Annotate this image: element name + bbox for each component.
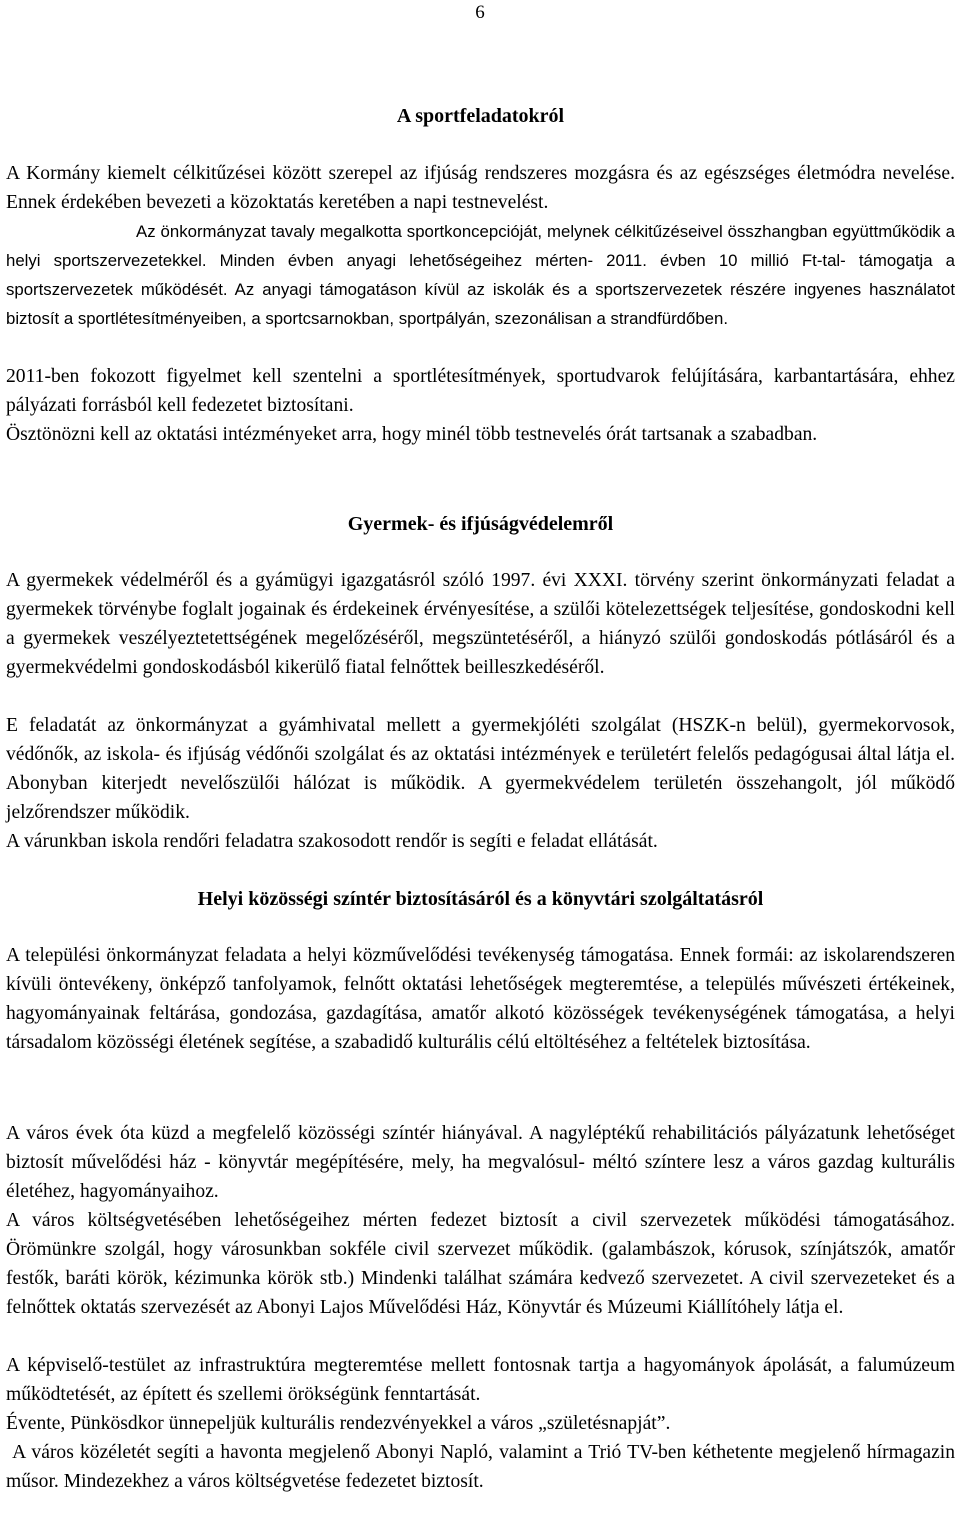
paragraph-child-services: E feladatát az önkormányzat a gyámhivatal mellett a gyermekjóléti szolgálat (HSZK-n belül), gyermekorvosok, védőnők, az iskola- és ifjúság védőnői szolgálat és az oktatási intézmények e területért felelős pedagógusai által látja el. Abonyban kiterjedt nevelőszülői hálózat is működik. A gyermekvédelem területén összehangolt, jól működő jelzőrendszer működik.	[6, 715, 955, 823]
paragraph-community-venue: A város évek óta küzd a megfelelő közösségi színtér hiányával. A nagyléptékű rehabilitációs pályázatunk lehetőséget biztosít művelődési ház - könyvtár megépítésére, mely, ha megvalósul- méltó színtere lesz a város gazdag kulturális életéhez, hagyományaihoz.	[6, 1123, 955, 1202]
paragraph-community-heritage: A képviselő-testület az infrastruktúra megteremtése mellett fontosnak tartja a hagyományok ápolását, a falumúzeum működtetését, az épített és szellemi örökségünk fenntartását.	[6, 1355, 955, 1405]
paragraph-sport-renovation: 2011-ben fokozott figyelmet kell szentelni a sportlétesítmények, sportudvarok felújítására, karbantartására, ehhez pályázati forrásból kell fedezetet biztosítani.	[6, 366, 955, 416]
page-number: 6	[475, 2, 485, 23]
paragraph-sport-intro: A Kormány kiemelt célkitűzései között szerepel az ifjúság rendszeres mozgásra és az egészséges életmódra nevelése. Ennek érdekében bevezeti a közoktatás keretében a napi testnevelést.	[6, 163, 955, 213]
paragraph-community-pentecost: Évente, Pünkösdkor ünnepeljük kulturális rendezvényekkel a város „születésnapját”.	[6, 1413, 671, 1434]
paragraph-community-tasks: A települési önkormányzat feladata a helyi közművelődési tevékenység támogatása. Ennek formái: az iskolarendszeren kívüli öntevékeny, önképző tanfolyamok, felnőtt oktatási lehetőségek megteremtése, a település művészeti értékeinek, hagyományainak feltárása, gondozása, gazdagítása, amatőr alkotó közösségek tevékenységének támogatása, a helyi társadalom közösségi életének segítése, a szabadidő kulturális célú eltöltéséhez a feltételek biztosítása.	[6, 945, 955, 1053]
paragraph-community-media: A város közéletét segíti a havonta megjelenő Abonyi Napló, valamint a Trió TV-ben kéthetente megjelenő hírmagazin műsor. Mindezekhez a város költségvetése fedezetet biztosít.	[6, 1442, 960, 1492]
section-heading-sport: A sportfeladatokról	[396, 105, 565, 127]
section-heading-child-protection: Gyermek- és ifjúságvédelemről	[347, 513, 614, 535]
paragraph-child-police: A várunkban iskola rendőri feladatra szakosodott rendőr is segíti e feladat ellátását.	[6, 831, 658, 852]
paragraph-sport-concept: Az önkormányzat tavaly megalkotta sportkoncepcióját, melynek célkitűzéseivel összhangban együttműködik a helyi sportszervezetekkel. Minden évben anyagi lehetőségeihez mérten- 2011. évben 10 millió Ft-tal- támogatja a sportszervezetek működését. Az anyagi támogatáson kívül az iskolák és a sportszervezetek részére ingyenes használatot biztosít a sportlétesítményeiben, a sportcsarnokban, sportpályán, szezonálisan a strandfürdőben.	[6, 222, 955, 328]
section-heading-community: Helyi közösségi színtér biztosításáról és a könyvtári szolgáltatásról	[197, 888, 764, 910]
paragraph-sport-outdoor: Ösztönözni kell az oktatási intézményeket arra, hogy minél több testnevelés órát tartsanak a szabadban.	[6, 424, 818, 445]
paragraph-child-law: A gyermekek védelméről és a gyámügyi igazgatásról szóló 1997. évi XXXI. törvény szerint önkormányzati feladat a gyermekek törvénybe foglalt jogainak és érdekeinek érvényesítése, a szülői kötelezettségek teljesítése, gondoskodni kell a gyermekek veszélyeztetettségének megelőzéséről, megszüntetéséről, a hiányzó szülői gondoskodás pótlásáról és a gyermekvédelmi gondoskodásból kikerülő fiatal felnőttek beilleszkedéséről.	[6, 570, 955, 678]
paragraph-community-civil: A város költségvetésében lehetőségeihez mérten fedezet biztosít a civil szervezetek működési támogatásához. Örömünkre szolgál, hogy városunkban sokféle civil szervezet működik. (galambászok, kórusok, színjátszók, amatőr festők, baráti körök, kézimunka körök stb.) Mindenki találhat számára kedvező szervezetet. A civil szervezeteket és a felnőttek oktatás szervezését az Abonyi Lajos Művelődési Ház, Könyvtár és Múzeumi Kiállítóhely látja el.	[6, 1210, 955, 1318]
